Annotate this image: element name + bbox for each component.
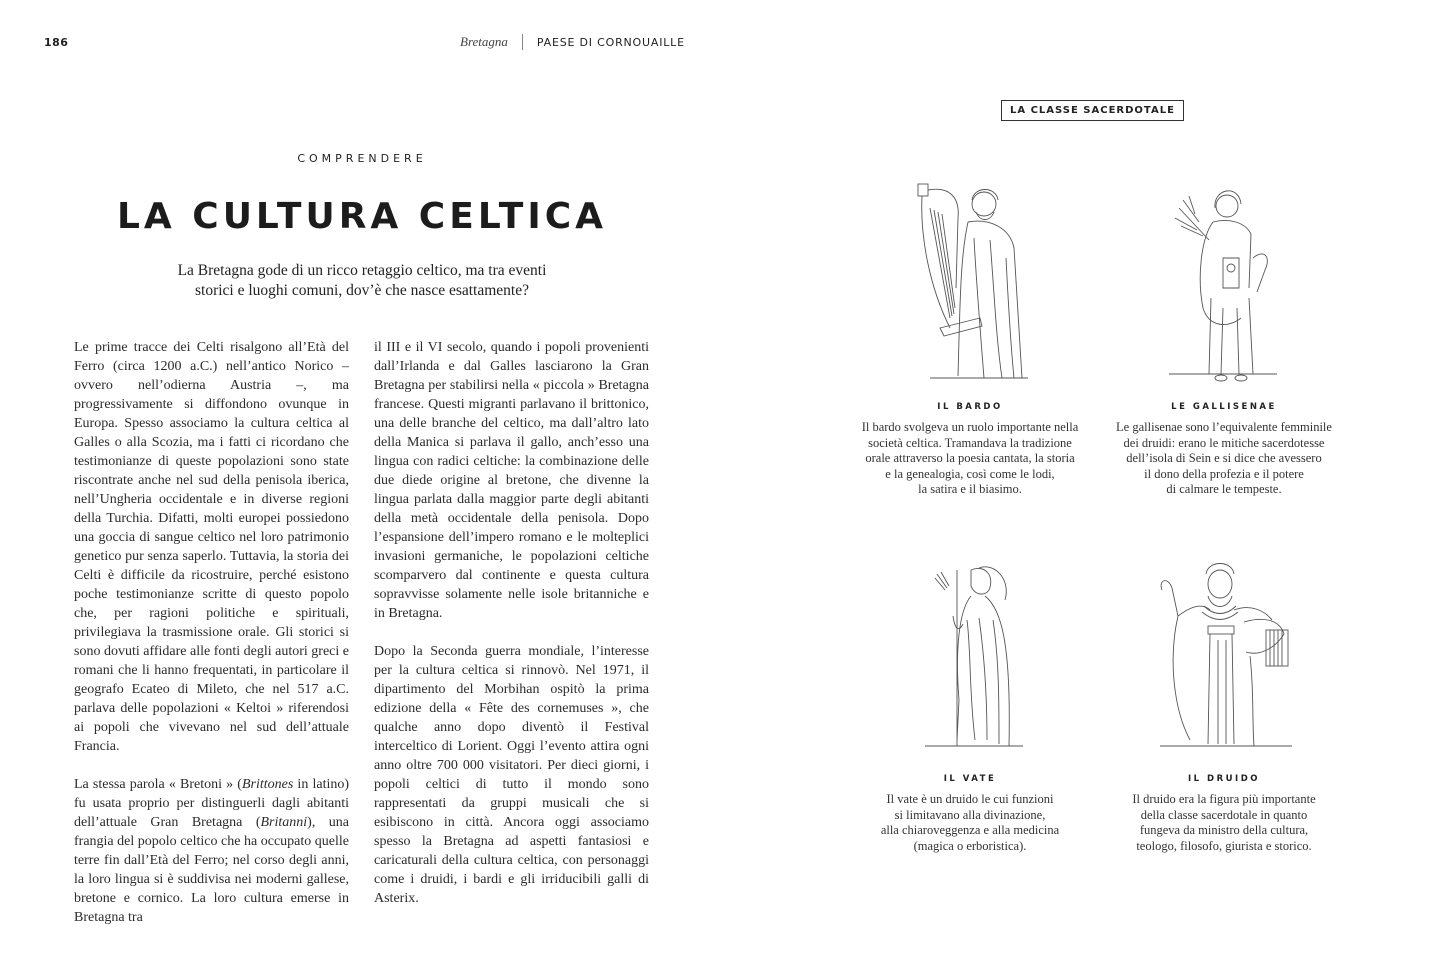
article-standfirst: La Bretagna gode di un ricco retaggio celtico, ma tra eventi storici e luoghi comuni, dov’è che nasce esattamente? [177, 262, 547, 299]
paragraph: Dopo la Seconda guerra mondiale, l’interesse per la cultura celtica si rinnovò. Nel 1971, il dipartimento del Morbihan ospitò la prima edizione della « Fête des cornemuses », che qualche anno dopo diventò il Festival interceltico di Lorient. Oggi l’evento attira ogni anno oltre 700 000 visitatori. Per dieci giorni, i popoli celtici di tutto il mondo sono rappresentati da gruppi musicali che si esibiscono in città. Ancora oggi associamo spesso la Bretagna ad aspetti fantasiosi e caricaturali della cultura celtica, con personaggi come i druidi, i bardi e gli irriducibili galli di Asterix. [374, 644, 649, 906]
priestess-with-branch-illustration [1169, 178, 1279, 388]
figure-name: LE GALLISENAE [1171, 402, 1277, 412]
paragraph: il III e il VI secolo, quando i popoli provenienti dall’Irlanda e dal Galles lasciarono la Gran Bretagna per stabilirsi nella « piccola » Bretagna francese. Questi migranti parlavano il brittonico, una delle branche del celtico, ma dall’altro lato della Manica si parlava il gallo, anch’esso una lingua con radici celtiche: la combinazione delle due diede origine al bretone, che divenne la lingua parlata dalla maggior parte degli abitanti della metà occidentale della penisola. Dopo l’espansione dell’impero romano e le molteplici invasioni germaniche, le popolazioni celtiche scomparvero dal continente e questa cultura sopravvisse solamente nelle isole britanniche e in Bretagna. [374, 340, 649, 621]
druid-with-tablet-illustration [1154, 560, 1294, 760]
figure-gallisenae [1084, 178, 1364, 498]
figure-description: Il vate è un druido le cui funzioni si limitavano alla divinazione, alla chiaroveggenza e alla medicina (magica o erboristica). [880, 792, 1060, 853]
running-head-section: PAESE DI CORNOUAILLE [536, 35, 685, 49]
figure-bard [830, 178, 1110, 498]
running-head-divider [522, 34, 523, 50]
figure-vate [830, 560, 1110, 854]
figure-druido [1084, 560, 1364, 854]
figure-description: Il bardo svolgeva un ruolo importante nella società celtica. Tramandava la tradizione orale attraverso la poesia cantata, la storia e la genealogia, così come le lodi, la satira e il biasimo. [861, 420, 1079, 496]
paragraph [74, 775, 349, 927]
text-run: in latino) fu usata proprio per distinguerli dagli abitanti dell’attuale Gran Bretagna ( [74, 777, 350, 830]
body-column-2 [374, 338, 649, 927]
running-head-region: Bretagna [460, 34, 508, 49]
sidebar-label: LA CLASSE SACERDOTALE [1001, 100, 1184, 121]
page-number: 186 [44, 36, 69, 49]
body-column-1 [74, 338, 349, 946]
latin-term: Brittones [241, 777, 294, 792]
seer-with-staff-illustration [915, 560, 1025, 760]
figure-description: Il druido era la figura più importante della classe sacerdotale in quanto fungeva da ministro della cultura, teologo, filosofo, giurista e storico. [1132, 792, 1316, 853]
text-run: ), una frangia del popolo celtico che ha occupato quelle terre fin dall’Età del Ferro; nel corso degli anni, la loro lingua si è suddivisa nei moderni gallese, bretone e cornico. La loro cultura emerse in Bretagna tra [74, 815, 349, 925]
figure-name: IL BARDO [937, 402, 1003, 412]
paragraph: Le prime tracce dei Celti risalgono all’Età del Ferro (circa 1200 a.C.) nell’antico Norico – ovvero nell’odierna Austria –, ma progressivamente si diffondono ovunque in Europa. Spesso associamo la cultura celtica al Galles o alla Scozia, ma i fatti ci ricordano che testimonianze di queste popolazioni sono state riscontrate anche nel sud della penisola iberica, nell’Ungheria occidentale e in diverse regioni della Turchia. Difatti, molti europei possiedono una goccia di sangue celtico nel loro patrimonio genetico pur senza saperlo. Tuttavia, la storia dei Celti è difficile da ricostruire, perché esistono poche testimonianze scritte di questo popolo che, per ragioni politiche e spirituali, privilegiava la trasmissione orale. Gli storici si sono dovuti affidare alle fonti degli autori greci e romani che li hanno frequentati, in particolare il geografo Ecateo di Mileto, che nel 517 a.C. parlava delle popolazioni « Keltoi » riferendosi ai popoli che vivevano nel sud dell’attuale Francia. [74, 340, 349, 754]
figure-name: IL DRUIDO [1188, 774, 1260, 784]
figure-description: Le gallisenae sono l’equivalente femminile dei druidi: erano le mitiche sacerdotesse dell’isola di Sein e si dice che avessero il dono della profezia e il potere di calmare le tempeste. [1116, 420, 1332, 496]
running-head [460, 34, 685, 50]
text-run: La stessa parola « Bretoni » ( [74, 777, 242, 792]
latin-term: Britanni [260, 815, 308, 830]
article-kicker: COMPRENDERE [297, 152, 427, 165]
bard-with-harp-illustration [910, 178, 1030, 388]
figure-name: IL VATE [943, 774, 997, 784]
article-title: LA CULTURA CELTICA [116, 196, 608, 237]
